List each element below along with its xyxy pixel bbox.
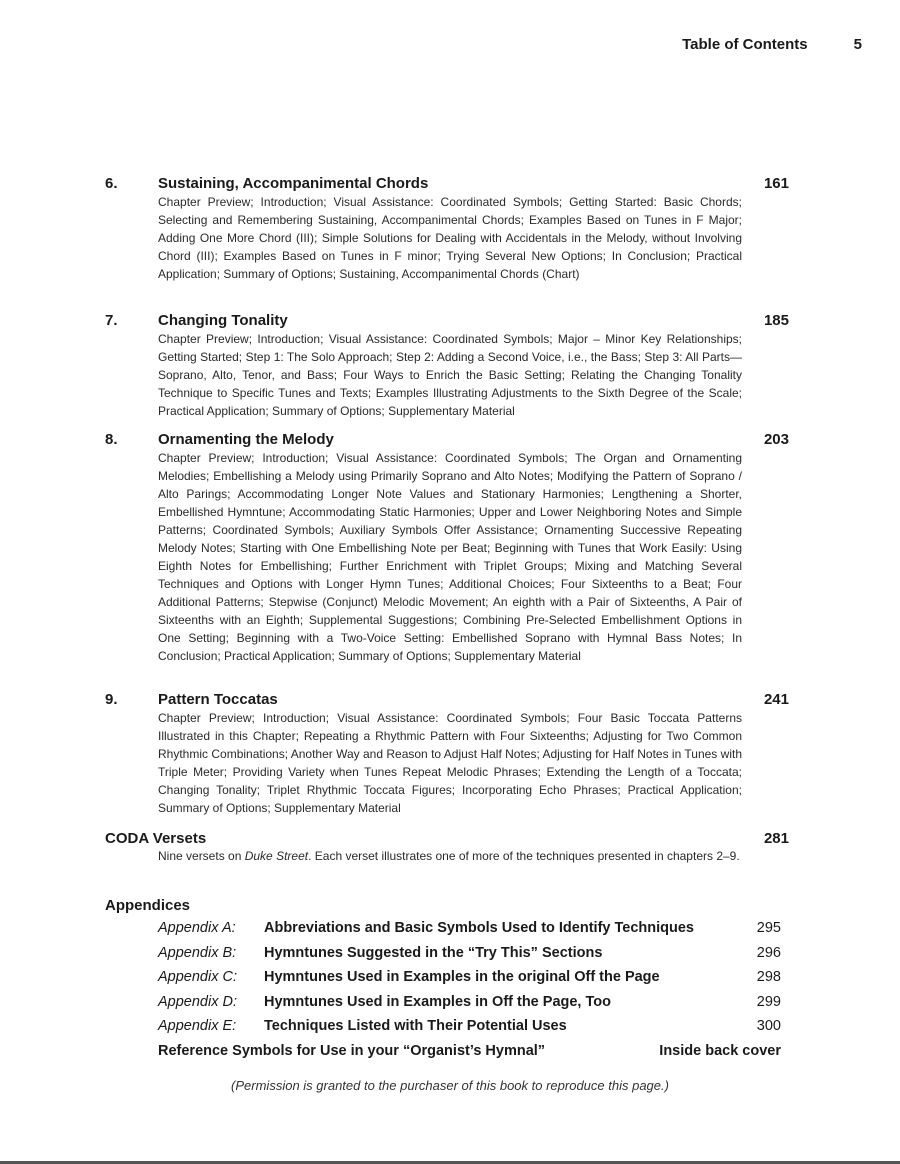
appendix-title: Abbreviations and Basic Symbols Used to Identify Techniques (264, 920, 694, 936)
chapter-title: Changing Tonality (158, 312, 288, 329)
appendix-page: 299 (756, 993, 781, 1010)
appendix-item (158, 969, 781, 994)
appendix-title: Hymntunes Used in Examples in the original Off the Page (264, 969, 660, 985)
appendix-label: Appendix E: (158, 1018, 237, 1034)
coda-description (158, 848, 742, 865)
chapter-page: 203 (763, 431, 789, 448)
appendix-item (158, 1018, 781, 1043)
running-header-title: Table of Contents (682, 36, 808, 53)
page-number: 5 (853, 36, 862, 53)
appendix-title: Techniques Listed with Their Potential Uses (264, 1018, 567, 1034)
coda-desc-start: Nine versets on (158, 849, 245, 863)
appendix-title: Hymntunes Used in Examples in Off the Page, Too (264, 993, 611, 1010)
appendix-label: Appendix A: (158, 920, 236, 936)
coda-desc-tune: Duke Street (244, 849, 309, 863)
appendix-page: 296 (756, 944, 781, 961)
reference-page: Inside back cover (659, 1043, 781, 1059)
chapter-entry-8 (105, 431, 789, 665)
chapter-title: Pattern Toccatas (158, 691, 278, 708)
permission-note: (Permission is granted to the purchaser of this book to reproduce this page.) (231, 1078, 669, 1093)
appendix-label: Appendix D: (158, 993, 237, 1010)
chapter-page: 185 (763, 312, 789, 329)
chapter-heading (105, 175, 789, 193)
chapter-heading (105, 691, 789, 709)
appendices-heading: Appendices (105, 897, 191, 914)
chapter-number: 6. (105, 175, 118, 192)
chapter-description: Chapter Preview; Introduction; Visual Assistance: Coordinated Symbols; The Organ and Ornamenting Melodies; Embellishing a Melody using Primarily Soprano and Alto Notes; Modifying the Pattern of Soprano / Alto Parings; Accommodating Longer Note Values and Stationary Harmonies; Lengthening a Shorter, Embellished Hymntune; Accommodating Static Harmonies; Upper and Lower Neighboring Notes and Simple Patterns; Coordinated Symbols; Auxiliary Symbols Offer Assistance; Ornamenting Successive Repeating Melody Notes; Starting with One Embellishing Note per Beat; Beginning with Tunes that Work Easily: Using Eighth Notes for Embellishing; Further Enrichment with Triplet Groups; Mixing and Matching Several Techniques and Options with Longer Hymn Tunes; Additional Choices; Four Sixteenths to a Beat; Four Additional Patterns; Stepwise (Conjunct) Melodic Movement; An eighth with a Pair of Sixteenths, A Pair of Sixteenths with an Eighth; Supplemental Suggestions; Combining Pre-Selected Embellishment Options in One Setting; Beginning with a Two-Voice Setting: Embellished Soprano with Hymnal Bass Notes; In Conclusion; Practical Application; Summary of Options; Supplementary Material (158, 451, 742, 663)
appendix-item (158, 920, 781, 945)
chapter-entry-9 (105, 691, 789, 817)
appendix-list (158, 920, 781, 1043)
reference-title: Reference Symbols for Use in your “Organist’s Hymnal” (158, 1043, 546, 1059)
chapter-entry-7 (105, 312, 789, 420)
coda-entry (105, 830, 789, 865)
coda-title: CODA Versets (105, 830, 207, 847)
chapter-description: Chapter Preview; Introduction; Visual Assistance: Coordinated Symbols; Major – Minor Key Relationships; Getting Started; Step 1: The Solo Approach; Step 2: Adding a Second Voice, i.e., the Bass; Step 3: All Parts—Soprano, Alto, Tenor, and Bass; Four Ways to Enrich the Basic Setting; Relating the Changing Tonality Technique to Specific Tunes and Texts; Examples Illustrating Adjustments to the Sixth Degree of the Scale; Practical Application; Summary of Options; Supplementary Material (158, 332, 742, 418)
chapter-number: 7. (105, 312, 118, 329)
chapter-page: 241 (763, 691, 789, 708)
appendix-item (158, 994, 781, 1019)
chapter-description: Chapter Preview; Introduction; Visual Assistance: Coordinated Symbols; Four Basic Toccata Patterns Illustrated in this Chapter; Repeating a Rhythmic Pattern with Four Sixteenths; Adjusting for Two Common Rhythmic Combinations; Another Way and Reason to Adjust Half Notes; Adjusting for Half Notes in Tunes with Triple Meter; Providing Variety when Tunes Repeat Melodic Phrases; Extending the Length of a Toccata; Changing Tonality; Triplet Rhythmic Toccata Figures; Incorporating Echo Phrases; Practical Application; Summary of Options; Supplementary Material (158, 711, 742, 815)
chapter-number: 8. (105, 431, 118, 448)
chapter-title: Ornamenting the Melody (158, 431, 334, 448)
reference-symbols-entry (158, 1043, 781, 1059)
appendix-page: 300 (756, 1018, 781, 1034)
appendix-page: 295 (756, 920, 781, 936)
appendix-label: Appendix C: (158, 969, 237, 985)
chapter-description: Chapter Preview; Introduction; Visual Assistance: Coordinated Symbols; Getting Started: Basic Chords; Selecting and Remembering Sustaining, Accompanimental Chords; Examples Based on Tunes in F Major; Adding One More Chord (III); Simple Solutions for Dealing with Accidentals in the Melody, without Involving Chord (III); Examples Based on Tunes in F minor; Trying Several New Options; In Conclusion; Practical Application; Summary of Options; Sustaining, Accompanimental Chords (Chart) (158, 195, 742, 281)
coda-desc-end: . Each verset illustrates one of more of the techniques presented in chapters 2–9. (308, 849, 740, 863)
coda-page: 281 (763, 830, 789, 847)
chapter-page: 161 (763, 175, 789, 192)
appendix-label: Appendix B: (158, 944, 237, 961)
chapter-title: Sustaining, Accompanimental Chords (158, 175, 429, 192)
chapter-entry-6 (105, 175, 789, 283)
chapter-number: 9. (105, 691, 118, 708)
chapter-heading (105, 431, 789, 449)
appendix-title: Hymntunes Suggested in the “Try This” Sections (264, 944, 603, 961)
coda-heading (105, 830, 789, 848)
appendix-item (158, 945, 781, 970)
running-header (682, 36, 862, 53)
chapter-heading (105, 312, 789, 330)
appendix-page: 298 (756, 969, 781, 985)
